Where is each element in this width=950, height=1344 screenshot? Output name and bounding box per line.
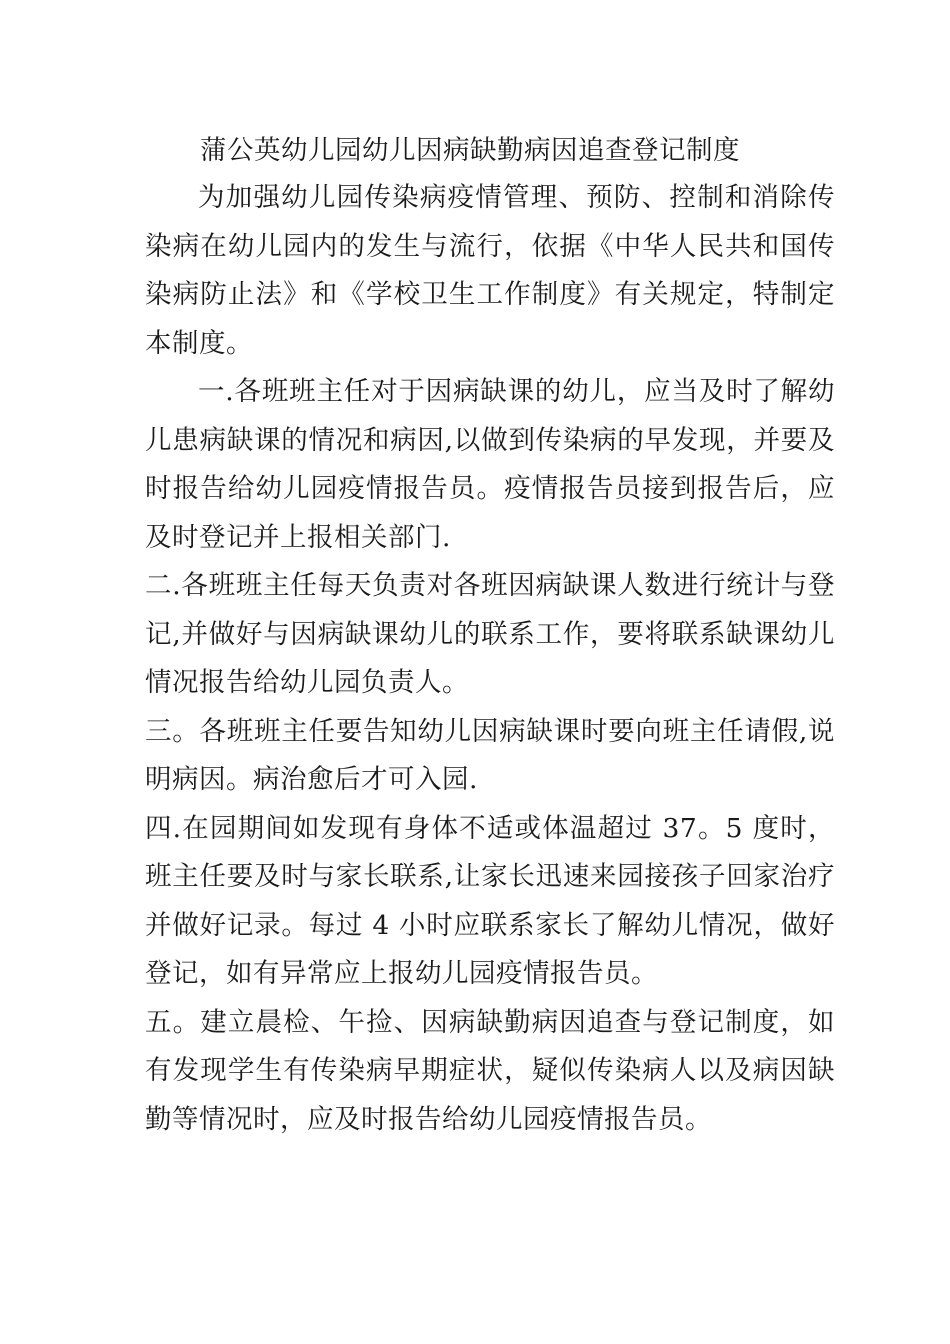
intro-paragraph: 为加强幼儿园传染病疫情管理、预防、控制和消除传染病在幼儿园内的发生与流行，依据《中华人民共和国传染病防止法》和《学校卫生工作制度》有关规定，特制定本制度。 [145,182,835,359]
rule-4-paragraph: 四.在园期间如发现有身体不适或体温超过 37。5 度时，班主任要及时与家长联系,让家长迅速来园接孩子回家治疗并做好记录。每过 4 小时应联系家长了解幼儿情况，做好登记，如有异常应上报幼儿园疫情报告员。 [145,812,835,989]
rule-5-paragraph: 五。建立晨检、午捡、因病缺勤病因追查与登记制度，如有发现学生有传染病早期症状，疑似传染病人以及病因缺勤等情况时，应及时报告给幼儿园疫情报告员。 [145,1006,835,1135]
rule-1-paragraph: 一.各班班主任对于因病缺课的幼儿，应当及时了解幼儿患病缺课的情况和病因,以做到传染病的早发现，并要及时报告给幼儿园疫情报告员。疫情报告员接到报告后，应及时登记并上报相关部门. [145,376,835,553]
document-page [145,128,835,1144]
rule-3-paragraph: 三。各班班主任要告知幼儿因病缺课时要向班主任请假,说明病因。病治愈后才可入园. [145,715,835,795]
rule-2-paragraph: 二.各班班主任每天负责对各班因病缺课人数进行统计与登记,并做好与因病缺课幼儿的联系工作，要将联系缺课幼儿情况报告给幼儿园负责人。 [145,570,835,698]
document-title: 蒲公英幼儿园幼儿因病缺勤病因追查登记制度 [200,135,740,166]
